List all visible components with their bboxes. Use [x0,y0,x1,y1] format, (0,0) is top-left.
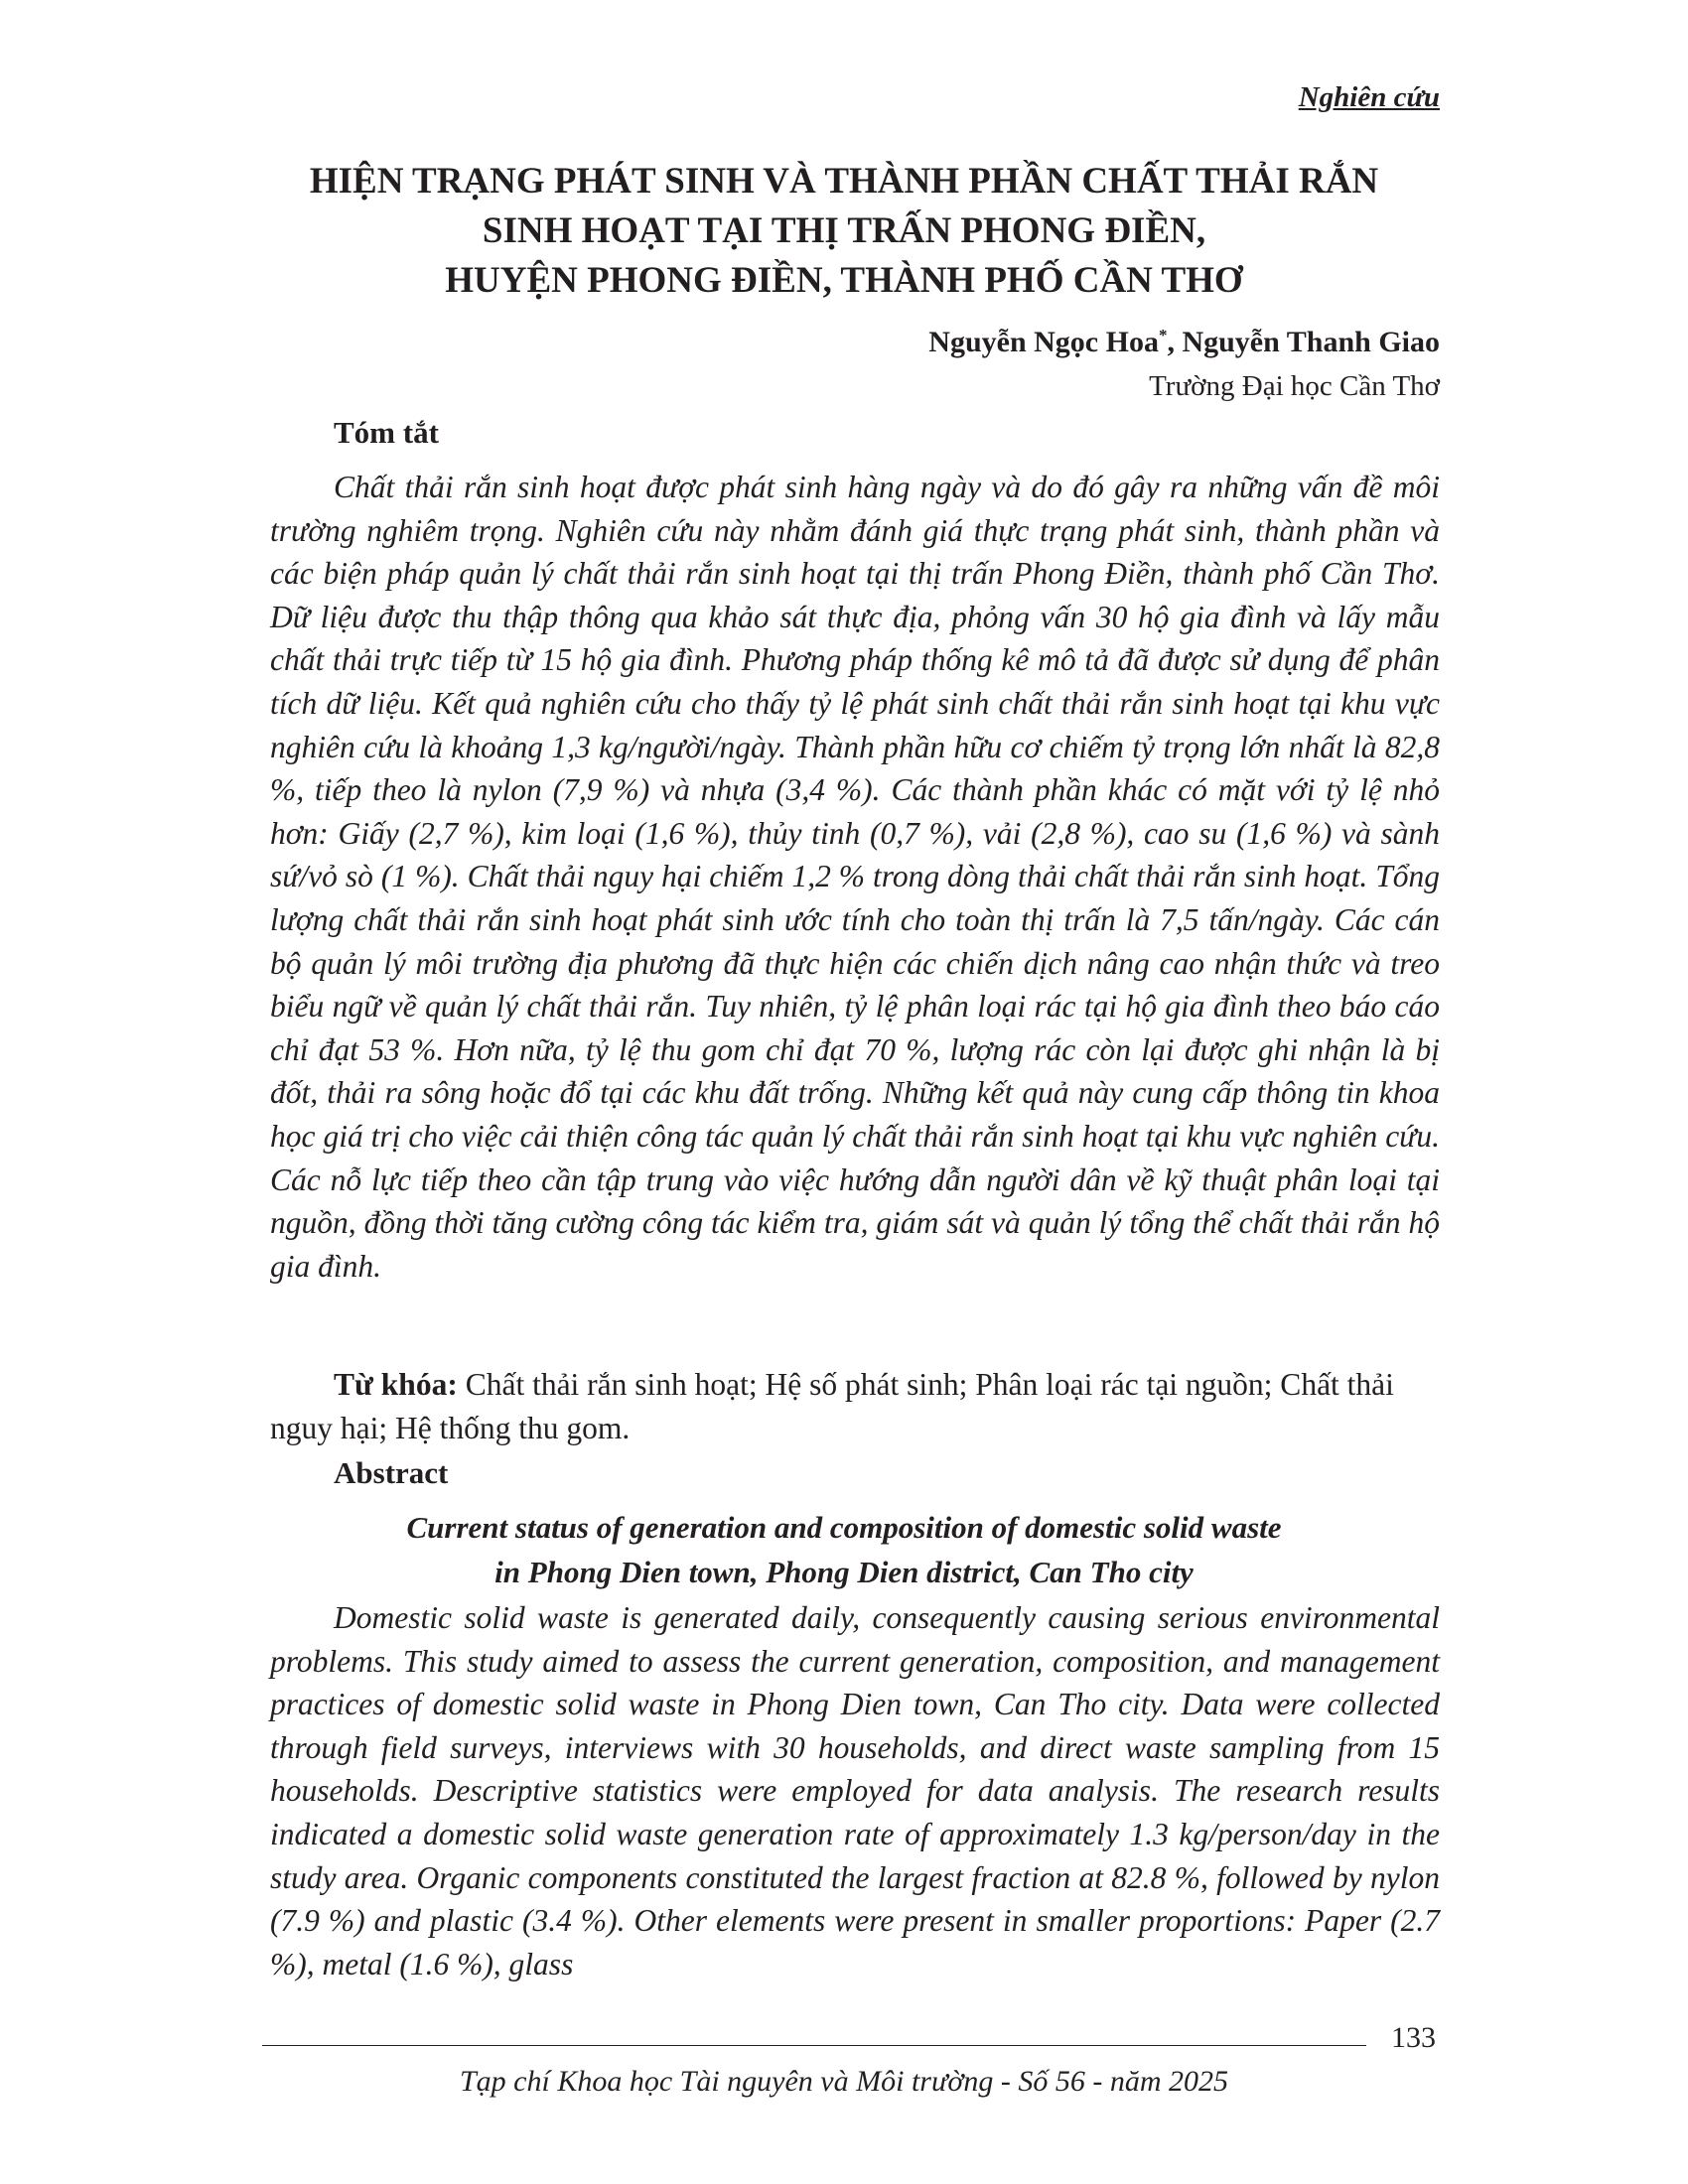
en-article-title [248,1505,1440,1594]
en-abstract-heading: Abstract [334,1455,449,1490]
corresponding-mark: * [1158,326,1168,344]
en-title-line: in Phong Dien town, Phong Dien district, Can Tho city [494,1555,1194,1589]
title-line: HIỆN TRẠNG PHÁT SINH VÀ THÀNH PHẦN CHẤT THẢI RẮN [309,161,1379,202]
keywords-list: Chất thải rắn sinh hoạt; Hệ số phát sinh; Phân loại rác tại nguồn; Chất thải nguy hại; Hệ thống thu gom. [270,1367,1394,1445]
footer-rule [262,2045,1366,2046]
en-abstract-body: Domestic solid waste is generated daily, consequently causing serious environmental problems. This study aimed to assess the current generation, composition, and management practices of domestic solid waste in Phong Dien town, Can Tho city. Data were collected through field surveys, interviews with 30 households, and direct waste sampling from 15 households. Descriptive statistics were employed for data analysis. The research results indicated a domestic solid waste generation rate of approximately 1.3 kg/person/day in the study area. Organic components constituted the largest fraction at 82.8 %, followed by nylon (7.9 %) and plastic (3.4 %). Other elements were present in smaller proportions: Paper (2.7 %), metal (1.6 %), glass [270,1600,1440,1981]
journal-footer: Tạp chí Khoa học Tài nguyên và Môi trường - Số 56 - năm 2025 [460,2065,1228,2098]
section-tag: Nghiên cứu [1298,81,1440,113]
en-title-line: Current status of generation and composition of domestic solid waste [406,1510,1282,1545]
author-name: , Nguyễn Thanh Giao [1167,326,1440,358]
keywords [270,1363,1440,1450]
affiliation: Trường Đại học Cần Thơ [1149,370,1440,402]
article-title [248,157,1440,306]
vi-abstract-heading: Tóm tắt [334,415,439,450]
keywords-label: Từ khóa: [334,1367,458,1402]
page-number: 133 [1391,2021,1436,2054]
vi-abstract-body: Chất thải rắn sinh hoạt được phát sinh hàng ngày và do đó gây ra những vấn đề môi trường nghiêm trọng. Nghiên cứu này nhằm đánh giá thực trạng phát sinh, thành phần và các biện pháp quản lý chất thải rắn sinh hoạt tại thị trấn Phong Điền, thành phố Cần Thơ. Dữ liệu được thu thập thông qua khảo sát thực địa, phỏng vấn 30 hộ gia đình và lấy mẫu chất thải trực tiếp từ 15 hộ gia đình. Phương pháp thống kê mô tả đã được sử dụng để phân tích dữ liệu. Kết quả nghiên cứu cho thấy tỷ lệ phát sinh chất thải rắn sinh hoạt tại khu vực nghiên cứu là khoảng 1,3 kg/người/ngày. Thành phần hữu cơ chiếm tỷ trọng lớn nhất là 82,8 %, tiếp theo là nylon (7,9 %) và nhựa (3,4 %). Các thành phần khác có mặt với tỷ lệ nhỏ hơn: Giấy (2,7 %), kim loại (1,6 %), thủy tinh (0,7 %), vải (2,8 %), cao su (1,6 %) và sành sứ/vỏ sò (1 %). Chất thải nguy hại chiếm 1,2 % trong dòng thải chất thải rắn sinh hoạt. Tổng lượng chất thải rắn sinh hoạt phát sinh ước tính cho toàn thị trấn là 7,5 tấn/ngày. Các cán bộ quản lý môi trường địa phương đã thực hiện các chiến dịch nâng cao nhận thức và treo biểu ngữ về quản lý chất thải rắn. Tuy nhiên, tỷ lệ phân loại rác tại hộ gia đình theo báo cáo chỉ đạt 53 %. Hơn nữa, tỷ lệ thu gom chỉ đạt 70 %, lượng rác còn lại được ghi nhận là bị đốt, thải ra sông hoặc đổ tại các khu đất trống. Những kết quả này cung cấp thông tin khoa học giá trị cho việc cải thiện công tác quản lý chất thải rắn sinh hoạt tại khu vực nghiên cứu. Các nỗ lực tiếp theo cần tập trung vào việc hướng dẫn người dân về kỹ thuật phân loại tại nguồn, đồng thời tăng cường công tác kiểm tra, giám sát và quản lý tổng thể chất thải rắn hộ gia đình. [270,470,1440,1284]
author-name: Nguyễn Ngọc Hoa [928,326,1159,358]
authors [928,326,1440,359]
title-line: SINH HOẠT TẠI THỊ TRẤN PHONG ĐIỀN, [482,210,1206,251]
title-line: HUYỆN PHONG ĐIỀN, THÀNH PHỐ CẦN THƠ [445,260,1243,301]
